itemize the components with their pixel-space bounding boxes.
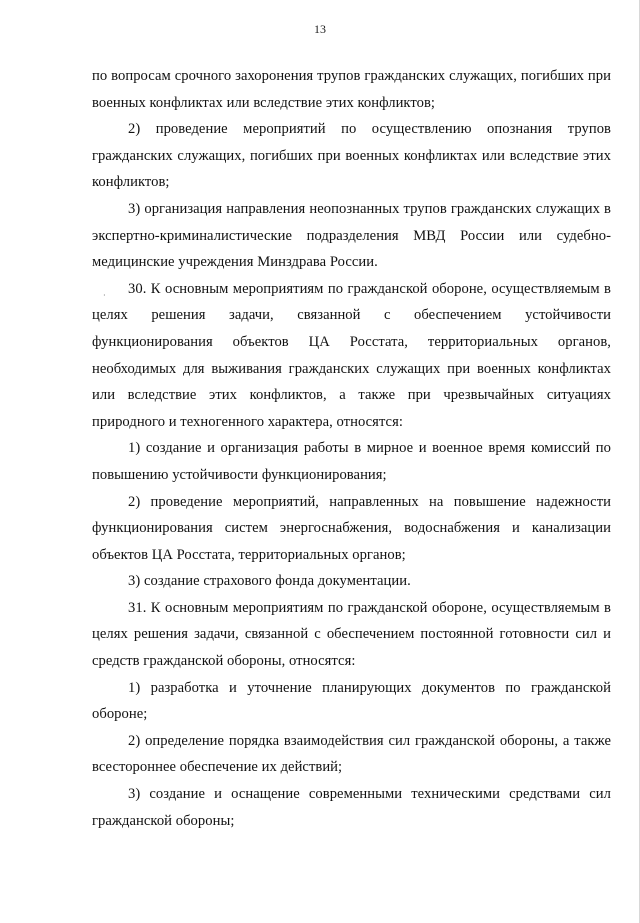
paragraph: 31. К основным мероприятиям по гражданской обороне, осуществляемым в целях решения задачи, связанной с обеспечением постоянной готовности сил и средств гражданской обороны, относятся: [92, 599, 611, 670]
paragraph: 3) создание страхового фонда документации. [128, 573, 411, 590]
paragraph: 30. К основным мероприятиям по гражданской обороне, осуществляемым в целях решения задачи, связанной с обеспечением устойчивости функционирования объектов ЦА Росстата, территориальных органов, необходимых для выживания гражданских служащих при военных конфликтах или вследствие этих конфликтов, а также при чрезвычайных ситуациях природного и техногенного характера, относятся: [92, 280, 611, 430]
paragraph: 2) проведение мероприятий, направленных на повышение надежности функционирования систем энергоснабжения, водоснабжения и канализации объектов ЦА Росстата, территориальных органов; [92, 493, 611, 563]
document-body [92, 63, 611, 834]
paragraph: 2) определение порядка взаимодействия сил гражданской обороны, а также всестороннее обеспечение их действий; [92, 732, 611, 776]
page-number: 13 [314, 22, 326, 36]
paragraph: 1) создание и организация работы в мирное и военное время комиссий по повышению устойчивости функционирования; [92, 440, 611, 483]
scan-speck: · [103, 291, 106, 300]
paragraph: 3) создание и оснащение современными техническими средствами сил гражданской обороны; [92, 786, 611, 829]
paragraph: 3) организация направления неопознанных трупов гражданских служащих в экспертно-криминалистические подразделения МВД России или судебно-медицинские учреждения Минздрава России. [92, 200, 611, 271]
paragraph: 2) проведение мероприятий по осуществлению опознания трупов гражданских служащих, погибших при военных конфликтах или вследствие этих конфликтов; [92, 121, 611, 191]
paragraph: 1) разработка и уточнение планирующих документов по гражданской обороне; [92, 679, 611, 723]
paragraph: по вопросам срочного захоронения трупов гражданских служащих, погибших при военных конфликтах или вследствие этих конфликтов; [92, 68, 611, 111]
